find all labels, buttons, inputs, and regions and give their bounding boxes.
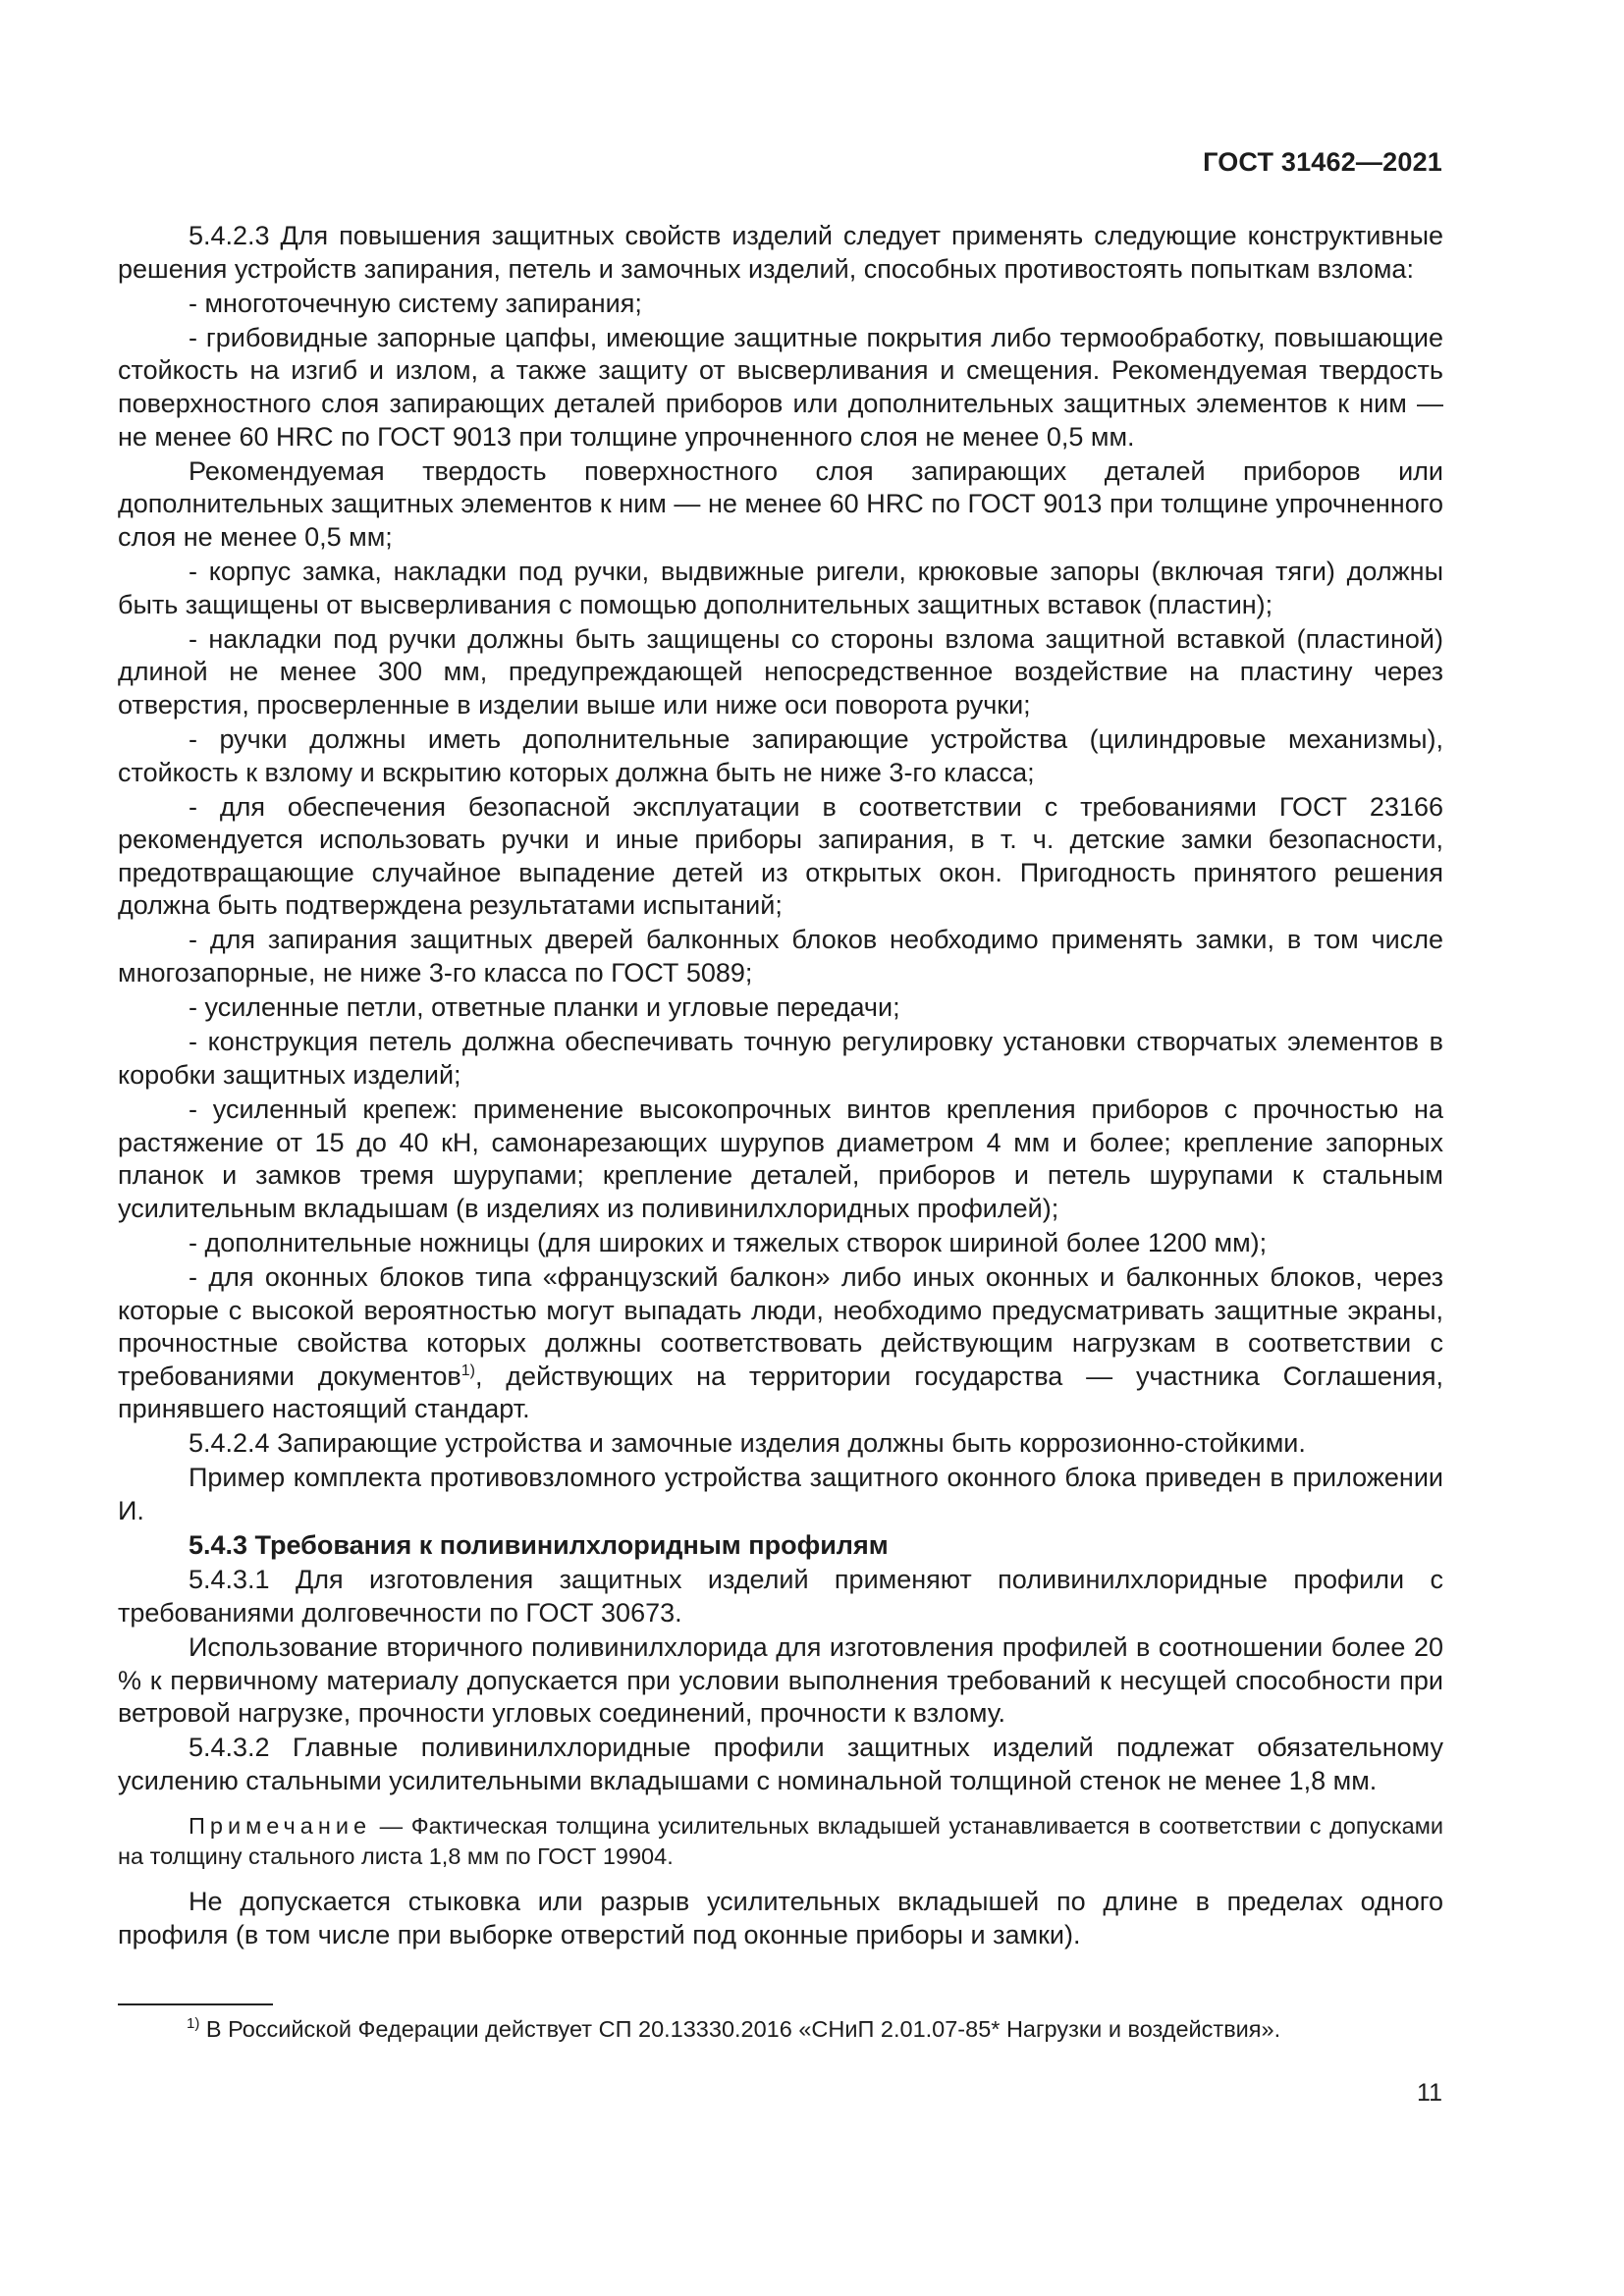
list-item: - корпус замка, накладки под ручки, выдвижные ригели, крюковые запоры (включая тяги) должны быть защищены от высверливания с помощью дополнительных защитных вставок (пластин); — [118, 556, 1443, 619]
list-item: - усиленные петли, ответные планки и угловые передачи; — [189, 992, 900, 1023]
paragraph: Использование вторичного поливинилхлорида для изготовления профилей в соотношении более 20 % к первичному материалу допускается при условии выполнения требований к несущей способности при ветровой нагрузке, прочности угловых соединений, прочности к взлому. — [118, 1631, 1443, 1729]
list-item: - усиленный крепеж: применение высокопрочных винтов крепления приборов с прочностью на растяжение от 15 до 40 кН, самонарезающих шурупов диаметром 4 мм и более; крепление запорных планок и замков тремя шурупами; крепление деталей, приборов и петель шурупами к стальным усилительным вкладышам (в изделиях из поливинилхлоридных профилей); — [118, 1094, 1443, 1223]
paragraph: Рекомендуемая твердость поверхностного слоя запирающих деталей приборов или дополнительных защитных элементов к ним — не менее 60 HRC по ГОСТ 9013 при толщине упрочненного слоя не менее 0,5 мм; — [118, 455, 1443, 552]
list-item: - для запирания защитных дверей балконных блоков необходимо применять замки, в том числе многозапорные, не ниже 3-го класса по ГОСТ 5089; — [118, 925, 1443, 988]
list-item: - дополнительные ножницы (для широких и тяжелых створок шириной более 1200 мм); — [189, 1227, 1268, 1257]
list-item: - грибовидные запорные цапфы, имеющие защитные покрытия либо термообработку, повышающие стойкость на изгиб и излом, а также защиту от высверливания и смещения. Рекомендуемая твердость поверхностного слоя запирающих деталей приборов или дополнительных защитных элементов к ним — не менее 60 HRC по ГОСТ 9013 при толщине упрочненного слоя не менее 0,5 мм. — [118, 322, 1443, 452]
page-number: 11 — [1417, 2079, 1442, 2107]
list-item: - ручки должны иметь дополнительные запирающие устройства (цилиндровые механизмы), стойкость к взлому и вскрытию которых должна быть не ниже 3-го класса; — [118, 723, 1443, 787]
balcony-text-after: , действующих на территории государства — участника Соглашения, принявшего настоящий стандарт. — [118, 1361, 1444, 1424]
list-item: - многоточечную систему запирания; — [189, 288, 642, 318]
body-text — [118, 220, 1443, 1952]
paragraph: 5.4.3.2 Главные поливинилхлоридные профили защитных изделий подлежат обязательному усилению стальными усилительными вкладышами с номинальной толщиной стенок не менее 1,8 мм. — [118, 1733, 1443, 1795]
paragraph: Пример комплекта противовзломного устройства защитного оконного блока приведен в приложении И. — [118, 1463, 1443, 1526]
footnote-ref[interactable]: 1) — [460, 1362, 475, 1379]
paragraph: 5.4.2.4 Запирающие устройства и замочные изделия должны быть коррозионно-стойкими. — [189, 1428, 1306, 1459]
paragraph: 5.4.2.3 Для повышения защитных свойств изделий следует применять следующие конструктивные решения устройств запирания, петель и замочных изделий, способных противостоять попыткам взлома: — [118, 221, 1443, 284]
footnote-mark: 1) — [187, 2015, 200, 2032]
paragraph: 5.4.3.1 Для изготовления защитных изделий применяют поливинилхлоридные профили с требованиями долговечности по ГОСТ 30673. — [118, 1565, 1443, 1628]
section-title: 5.4.3 Требования к поливинилхлоридным профилям — [189, 1530, 889, 1561]
list-item: - конструкция петель должна обеспечивать точную регулировку установки створчатых элементов в коробки защитных изделий; — [118, 1027, 1443, 1090]
footnote-text: В Российской Федерации действует СП 20.13330.2016 «СНиП 2.01.07-85* Нагрузки и воздействия». — [199, 2016, 1281, 2042]
list-item: - накладки под ручки должны быть защищены со стороны взлома защитной вставкой (пластиной) длиной не менее 300 мм, предупреждающей непосредственное воздействие на пластину через отверстия, просверленные в изделии выше или ниже оси поворота ручки; — [118, 623, 1443, 720]
note — [118, 1811, 1443, 1872]
balcony-text-before: - для оконных блоков типа «французский балкон» либо иных оконных и балконных блоков, через которые с высокой вероятностью могут выпадать люди, необходимо предусматривать защитные экраны, прочностные свойства которых должны соответствовать действующим нагрузкам в соответствии с требованиями документов — [118, 1261, 1443, 1391]
list-item: - для обеспечения безопасной эксплуатации в соответствии с требованиями ГОСТ 23166 рекомендуется использовать ручки и иные приборы запирания, в т. ч. детские замки безопасности, предотвращающие случайное выпадение детей из открытых окон. Пригодность принятого решения должна быть подтверждена результатами испытаний; — [118, 791, 1443, 921]
note-text: — Фактическая толщина усилительных вкладышей устанавливается в соответствии с допусками на толщину стального листа 1,8 мм по ГОСТ 19904. — [118, 1813, 1443, 1870]
list-item-balcony — [118, 1261, 1443, 1426]
document-id: ГОСТ 31462—2021 — [1203, 147, 1442, 177]
note-label: Примечание — [189, 1813, 372, 1840]
footnote-divider — [118, 2003, 273, 2005]
paragraph: Не допускается стыковка или разрыв усилительных вкладышей по длине в пределах одного профиля (в том числе при выборке отверстий под оконные приборы и замки). — [118, 1887, 1443, 1949]
footnote — [187, 2014, 1463, 2044]
